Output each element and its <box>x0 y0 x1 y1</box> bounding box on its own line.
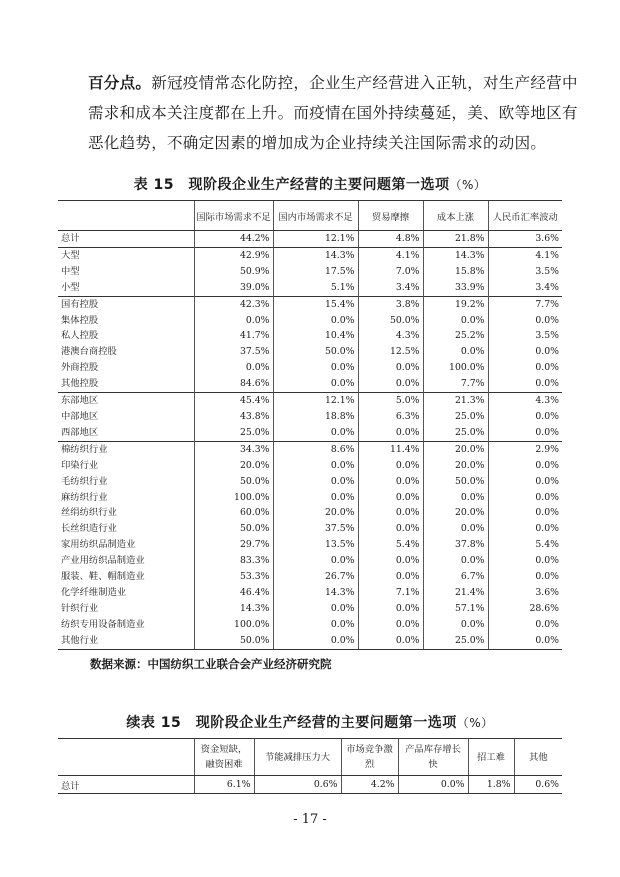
table-cell: 10.4% <box>273 328 358 344</box>
table1-column-header: 贸易摩擦 <box>358 201 423 231</box>
table-cell: 3.5% <box>488 328 562 344</box>
table-cell: 5.1% <box>273 280 358 296</box>
table1-column-header: 国内市场需求不足 <box>273 201 358 231</box>
table-cell: 0.0% <box>358 474 423 490</box>
table-cell: 12.5% <box>358 344 423 360</box>
table-cell: 6.3% <box>358 409 423 425</box>
row-label: 印染行业 <box>61 459 99 471</box>
table-cell: 0.0% <box>358 633 423 649</box>
table-cell: 7.0% <box>358 264 423 280</box>
table1-column-header: 成本上涨 <box>423 201 488 231</box>
table-cell: 25.0% <box>423 633 488 649</box>
table-cell: 18.8% <box>273 409 358 425</box>
row-label: 国有控股 <box>58 296 194 312</box>
table-cell: 50.0% <box>358 313 423 329</box>
table-cell: 20.0% <box>423 458 488 474</box>
table2-title-text: 续表 15 现阶段企业生产经营的主要问题第一选项 <box>126 715 457 731</box>
table-cell: 0.0% <box>488 409 562 425</box>
table-cell: 0.0% <box>358 553 423 569</box>
table-cell: 41.7% <box>194 328 273 344</box>
table-cell: 0.0% <box>398 776 468 794</box>
table-cell: 12.1% <box>273 231 358 248</box>
table-cell: 0.0% <box>358 490 423 506</box>
row-label: 针织行业 <box>61 602 99 614</box>
table-cell: 21.3% <box>423 393 488 409</box>
data-source-note: 数据来源：中国纺织工业联合会产业经济研究院 <box>90 657 332 671</box>
table-cell: 0.0% <box>488 474 562 490</box>
table-cell: 7.7% <box>488 296 562 312</box>
row-label: 总计 <box>58 776 194 794</box>
table-cell: 15.8% <box>423 264 488 280</box>
table-cell: 0.0% <box>488 505 562 521</box>
table-row <box>58 505 562 521</box>
table-cell: 100.0% <box>194 617 273 633</box>
table2-header-line: 招工难 <box>477 751 505 763</box>
table-row <box>58 474 562 490</box>
row-label: 麻纺织行业 <box>61 491 108 503</box>
table-cell: 3.6% <box>488 231 562 248</box>
table-cell: 0.0% <box>194 313 273 329</box>
table-cell: 14.3% <box>423 247 488 263</box>
table2-header-line: 融资困难 <box>205 759 243 770</box>
table-row <box>58 231 562 248</box>
table-cell: 46.4% <box>194 585 273 601</box>
table-cell: 83.3% <box>194 553 273 569</box>
row-label: 化学纤维制造业 <box>61 586 127 598</box>
table-cell: 44.2% <box>194 231 273 248</box>
table-row <box>58 617 562 633</box>
table-row <box>58 490 562 506</box>
table-cell: 20.0% <box>194 458 273 474</box>
table-cell: 4.1% <box>488 247 562 263</box>
row-label: 棉纺织行业 <box>58 441 194 457</box>
table-cell: 60.0% <box>194 505 273 521</box>
table-row <box>58 313 562 329</box>
table-row <box>58 376 562 392</box>
table-row <box>58 425 562 441</box>
table2-column-header <box>194 739 254 776</box>
table-cell: 0.0% <box>273 617 358 633</box>
table-cell: 25.2% <box>423 328 488 344</box>
table2-header-line: 烈 <box>364 759 375 770</box>
table-cell: 0.0% <box>358 425 423 441</box>
table1-column-header: 人民币汇率波动 <box>488 201 562 231</box>
table-cell: 0.0% <box>488 569 562 585</box>
table-cell: 0.0% <box>423 313 488 329</box>
table-cell: 0.0% <box>488 553 562 569</box>
table1 <box>58 200 562 650</box>
table-cell: 0.0% <box>423 553 488 569</box>
table-cell: 5.0% <box>358 393 423 409</box>
table-cell: 25.0% <box>194 425 273 441</box>
table-cell: 11.4% <box>358 441 423 457</box>
table-cell: 0.0% <box>358 617 423 633</box>
table-cell: 0.0% <box>273 490 358 506</box>
row-label: 毛纺织行业 <box>61 475 108 487</box>
table-cell: 4.2% <box>341 776 398 794</box>
table-cell: 100.0% <box>194 490 273 506</box>
table2-title <box>0 712 620 732</box>
table-row <box>58 441 562 457</box>
table-row <box>58 409 562 425</box>
table-cell: 42.9% <box>194 247 273 263</box>
table-cell: 17.5% <box>273 264 358 280</box>
table-cell: 0.0% <box>488 344 562 360</box>
table-cell: 20.0% <box>423 505 488 521</box>
table-cell: 57.1% <box>423 601 488 617</box>
row-label: 长丝织造行业 <box>61 523 117 535</box>
table-cell: 25.0% <box>423 425 488 441</box>
table-cell: 26.7% <box>273 569 358 585</box>
table-cell: 5.4% <box>488 537 562 553</box>
table2-header-blank <box>58 739 194 776</box>
table-cell: 14.3% <box>194 601 273 617</box>
row-label: 丝绢纺织行业 <box>61 507 117 519</box>
table2-column-header <box>468 739 514 776</box>
table-row <box>58 521 562 537</box>
table-cell: 0.0% <box>358 521 423 537</box>
table-cell: 5.4% <box>358 537 423 553</box>
paragraph-bold-lead: 百分点。 <box>88 74 152 92</box>
table-cell: 50.0% <box>194 521 273 537</box>
table-cell: 50.9% <box>194 264 273 280</box>
table1-header-blank <box>58 201 194 231</box>
table-cell: 53.3% <box>194 569 273 585</box>
table-cell: 0.6% <box>514 776 562 794</box>
table2-header-line: 快 <box>428 759 438 770</box>
table-cell: 0.0% <box>358 376 423 392</box>
table1-body <box>58 231 562 650</box>
table-cell: 3.5% <box>488 264 562 280</box>
row-label: 中型 <box>61 265 80 277</box>
table-cell: 2.9% <box>488 441 562 457</box>
page-number: - 17 - <box>293 812 327 827</box>
table-row <box>58 633 562 649</box>
table-cell: 0.0% <box>488 425 562 441</box>
table-cell: 50.0% <box>423 474 488 490</box>
table2-column-header <box>341 739 398 776</box>
table-cell: 25.0% <box>423 409 488 425</box>
table2-column-header <box>254 739 341 776</box>
table-cell: 21.8% <box>423 231 488 248</box>
table-row <box>58 537 562 553</box>
table-row <box>58 458 562 474</box>
row-label: 纺织专用设备制造业 <box>61 618 145 630</box>
table1-unit: （%） <box>449 178 487 192</box>
table-cell: 34.3% <box>194 441 273 457</box>
table-cell: 0.0% <box>358 505 423 521</box>
table2-column-header <box>514 739 562 776</box>
table-cell: 4.3% <box>488 393 562 409</box>
table1-column-header: 国际市场需求不足 <box>194 201 273 231</box>
table-cell: 6.1% <box>194 776 254 794</box>
table-cell: 14.3% <box>273 247 358 263</box>
table-cell: 19.2% <box>423 296 488 312</box>
table1-header-row <box>58 201 562 231</box>
table-cell: 3.4% <box>488 280 562 296</box>
table-cell: 1.8% <box>468 776 514 794</box>
table-cell: 14.3% <box>273 585 358 601</box>
table-row <box>58 393 562 409</box>
table-cell: 0.0% <box>488 360 562 376</box>
table-row <box>58 585 562 601</box>
table1-title-text: 表 15 现阶段企业生产经营的主要问题第一选项 <box>133 177 450 193</box>
table-cell: 37.5% <box>273 521 358 537</box>
table-cell: 4.1% <box>358 247 423 263</box>
table-cell: 0.6% <box>254 776 341 794</box>
row-label: 外商控股 <box>61 362 99 374</box>
table-row <box>58 264 562 280</box>
table-cell: 37.8% <box>423 537 488 553</box>
table-cell: 0.0% <box>358 569 423 585</box>
table1-title <box>0 174 620 194</box>
row-label: 服装、鞋、帽制造业 <box>61 571 145 583</box>
row-label: 集体控股 <box>61 314 99 326</box>
table-row <box>58 776 562 794</box>
table-cell: 0.0% <box>273 633 358 649</box>
table-cell: 0.0% <box>273 376 358 392</box>
table-cell: 8.6% <box>273 441 358 457</box>
table-cell: 0.0% <box>273 313 358 329</box>
row-label: 私人控股 <box>61 330 99 342</box>
table-cell: 37.5% <box>194 344 273 360</box>
table-cell: 0.0% <box>358 458 423 474</box>
table-cell: 0.0% <box>273 458 358 474</box>
table-row <box>58 280 562 296</box>
table-cell: 7.7% <box>423 376 488 392</box>
table-cell: 15.4% <box>273 296 358 312</box>
table-row <box>58 601 562 617</box>
table-row <box>58 553 562 569</box>
table-row <box>58 344 562 360</box>
table-cell: 42.3% <box>194 296 273 312</box>
table2-column-header <box>398 739 468 776</box>
row-label: 港澳台商控股 <box>61 346 117 358</box>
table-cell: 0.0% <box>423 617 488 633</box>
table-cell: 0.0% <box>358 601 423 617</box>
table-cell: 0.0% <box>488 633 562 649</box>
table2 <box>58 738 562 794</box>
row-label: 东部地区 <box>58 393 194 409</box>
table-cell: 50.0% <box>273 344 358 360</box>
table2-header-line: 资金短缺， <box>200 744 248 755</box>
row-label: 其他控股 <box>61 378 99 390</box>
table-cell: 0.0% <box>273 553 358 569</box>
table2-header-line: 节能减排压力大 <box>264 751 331 763</box>
table-cell: 0.0% <box>488 313 562 329</box>
table-cell: 3.6% <box>488 585 562 601</box>
table-cell: 0.0% <box>423 521 488 537</box>
table-cell: 50.0% <box>194 474 273 490</box>
table-cell: 3.8% <box>358 296 423 312</box>
table-cell: 0.0% <box>194 360 273 376</box>
row-label: 大型 <box>58 247 194 263</box>
table-cell: 21.4% <box>423 585 488 601</box>
paragraph-text: 新冠疫情常态化防控，企业生产经营进入正轨，对生产经营中需求和成本关注度都在上升。而疫情在国外持续蔓延，美、欧等地区有恶化趋势，不确定因素的增加成为企业持续关注国际需求的动因。 <box>88 74 578 152</box>
table-cell: 12.1% <box>273 393 358 409</box>
table2-header-line: 其他 <box>528 751 548 763</box>
table-cell: 100.0% <box>423 360 488 376</box>
table-cell: 0.0% <box>488 376 562 392</box>
table-row <box>58 247 562 263</box>
table-row <box>58 328 562 344</box>
table-cell: 43.8% <box>194 409 273 425</box>
table-cell: 0.0% <box>488 458 562 474</box>
table-cell: 33.9% <box>423 280 488 296</box>
table-cell: 84.6% <box>194 376 273 392</box>
row-label: 产业用纺织品制造业 <box>61 555 145 567</box>
table-cell: 13.5% <box>273 537 358 553</box>
table-cell: 20.0% <box>273 505 358 521</box>
table-cell: 45.4% <box>194 393 273 409</box>
table-cell: 28.6% <box>488 601 562 617</box>
table-cell: 20.0% <box>423 441 488 457</box>
table-cell: 0.0% <box>488 521 562 537</box>
table-cell: 6.7% <box>423 569 488 585</box>
table-cell: 0.0% <box>273 425 358 441</box>
table-cell: 0.0% <box>273 474 358 490</box>
table-cell: 50.0% <box>194 633 273 649</box>
table-cell: 3.4% <box>358 280 423 296</box>
table2-header-line: 产品库存增长 <box>405 744 461 755</box>
table-row <box>58 296 562 312</box>
table-cell: 39.0% <box>194 280 273 296</box>
body-paragraph <box>88 68 588 158</box>
table2-header-row <box>58 739 562 776</box>
table-cell: 0.0% <box>423 490 488 506</box>
table-cell: 0.0% <box>273 601 358 617</box>
table2-header-line: 市场竞争激 <box>346 744 393 755</box>
table2-body <box>58 776 562 794</box>
table-cell: 4.3% <box>358 328 423 344</box>
row-label: 其他行业 <box>58 633 194 649</box>
table-cell: 29.7% <box>194 537 273 553</box>
table-cell: 7.1% <box>358 585 423 601</box>
table-cell: 0.0% <box>273 360 358 376</box>
table-cell: 4.8% <box>358 231 423 248</box>
table-row <box>58 360 562 376</box>
row-label: 中部地区 <box>61 410 99 422</box>
table-row <box>58 569 562 585</box>
row-label: 西部地区 <box>61 426 99 438</box>
row-label: 总计 <box>61 233 80 244</box>
table-cell: 0.0% <box>358 360 423 376</box>
table-cell: 0.0% <box>488 617 562 633</box>
table2-unit: （%） <box>456 716 494 730</box>
table-cell: 0.0% <box>423 344 488 360</box>
row-label: 家用纺织品制造业 <box>61 539 136 551</box>
table-cell: 0.0% <box>488 490 562 506</box>
row-label: 小型 <box>61 281 80 293</box>
